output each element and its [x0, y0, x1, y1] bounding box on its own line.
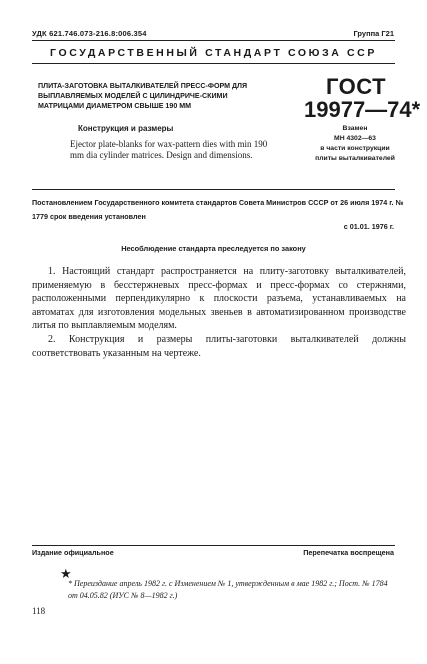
title-divider [32, 189, 395, 190]
reprint-prohibited-label: Перепечатка воспрещена [303, 548, 394, 557]
star-icon: ★ [60, 566, 72, 581]
decree-text: Постановлением Государственного комитета стандартов Совета Министров СССР от 26 июля 1974 г. № 1779 срок введения установлен [32, 198, 404, 221]
paragraph-2: 2. Конструкция и размеры плиты-заготовки выталкивателей должны соответствовать указанным на чертеже. [32, 333, 406, 359]
udk-code: УДК 621.746.073-216.8:006.354 [32, 29, 147, 38]
replacement-line-1: Взамен [342, 125, 368, 132]
standard-subtitle: Конструкция и размеры [78, 124, 174, 133]
official-edition-label: Издание официальное [32, 548, 114, 557]
body-text [32, 265, 406, 360]
introduction-date: с 01.01. 1976 г. [343, 222, 394, 231]
standard-title: ПЛИТА-ЗАГОТОВКА ВЫТАЛКИВАТЕЛЕЙ ПРЕСС-ФОРМ ДЛЯ ВЫПЛАВЛЯЕМЫХ МОДЕЛЕЙ С ЦИЛИНДРИЧЕ-СКИМИ МАТРИЦАМИ ДИАМЕТРОМ СВЫШЕ 190 ММ [38, 82, 248, 110]
replacement-note [296, 124, 414, 164]
replacement-line-2: МН 4302—63 [334, 135, 376, 142]
paragraph-1: 1. Настоящий стандарт распространяется на плиту-заготовку выталкивателей, применяемую в бесстержневых пресс-формах и пресс-формах со стержнями, расположенными перпендикулярно к плоскости разъема, устанавливаемых на автоматах для изготовления модельных звеньев в автоматизированном производстве литья по выплавляемым моделям. [32, 266, 406, 332]
page-number: 118 [32, 606, 46, 616]
replacement-line-4: плиты выталкивателей [315, 155, 395, 162]
state-standard-heading: ГОСУДАРСТВЕННЫЙ СТАНДАРТ СОЮЗА ССР [50, 47, 377, 59]
reissue-footnote: * Переиздание апрель 1982 г. с Изменением № 1, утвержденным в мае 1982 г.; Пост. № 1784 от 04.05.82 (ИУС № 8—1982 г.) [68, 579, 388, 600]
replacement-line-3: в части конструкции [320, 145, 390, 152]
heading-divider [32, 63, 395, 64]
top-divider [32, 40, 395, 41]
violation-notice: Несоблюдение стандарта преследуется по закону [121, 244, 306, 253]
english-title: Ejector plate-blanks for wax-pattern dies with min 190 mm dia cylinder matrices. Design and dimensions. [70, 139, 268, 160]
gost-number: 19977—74* [304, 97, 421, 122]
gost-label: ГОСТ [326, 74, 387, 99]
group-code: Группа Г21 [353, 29, 394, 38]
footer-divider [32, 545, 395, 546]
